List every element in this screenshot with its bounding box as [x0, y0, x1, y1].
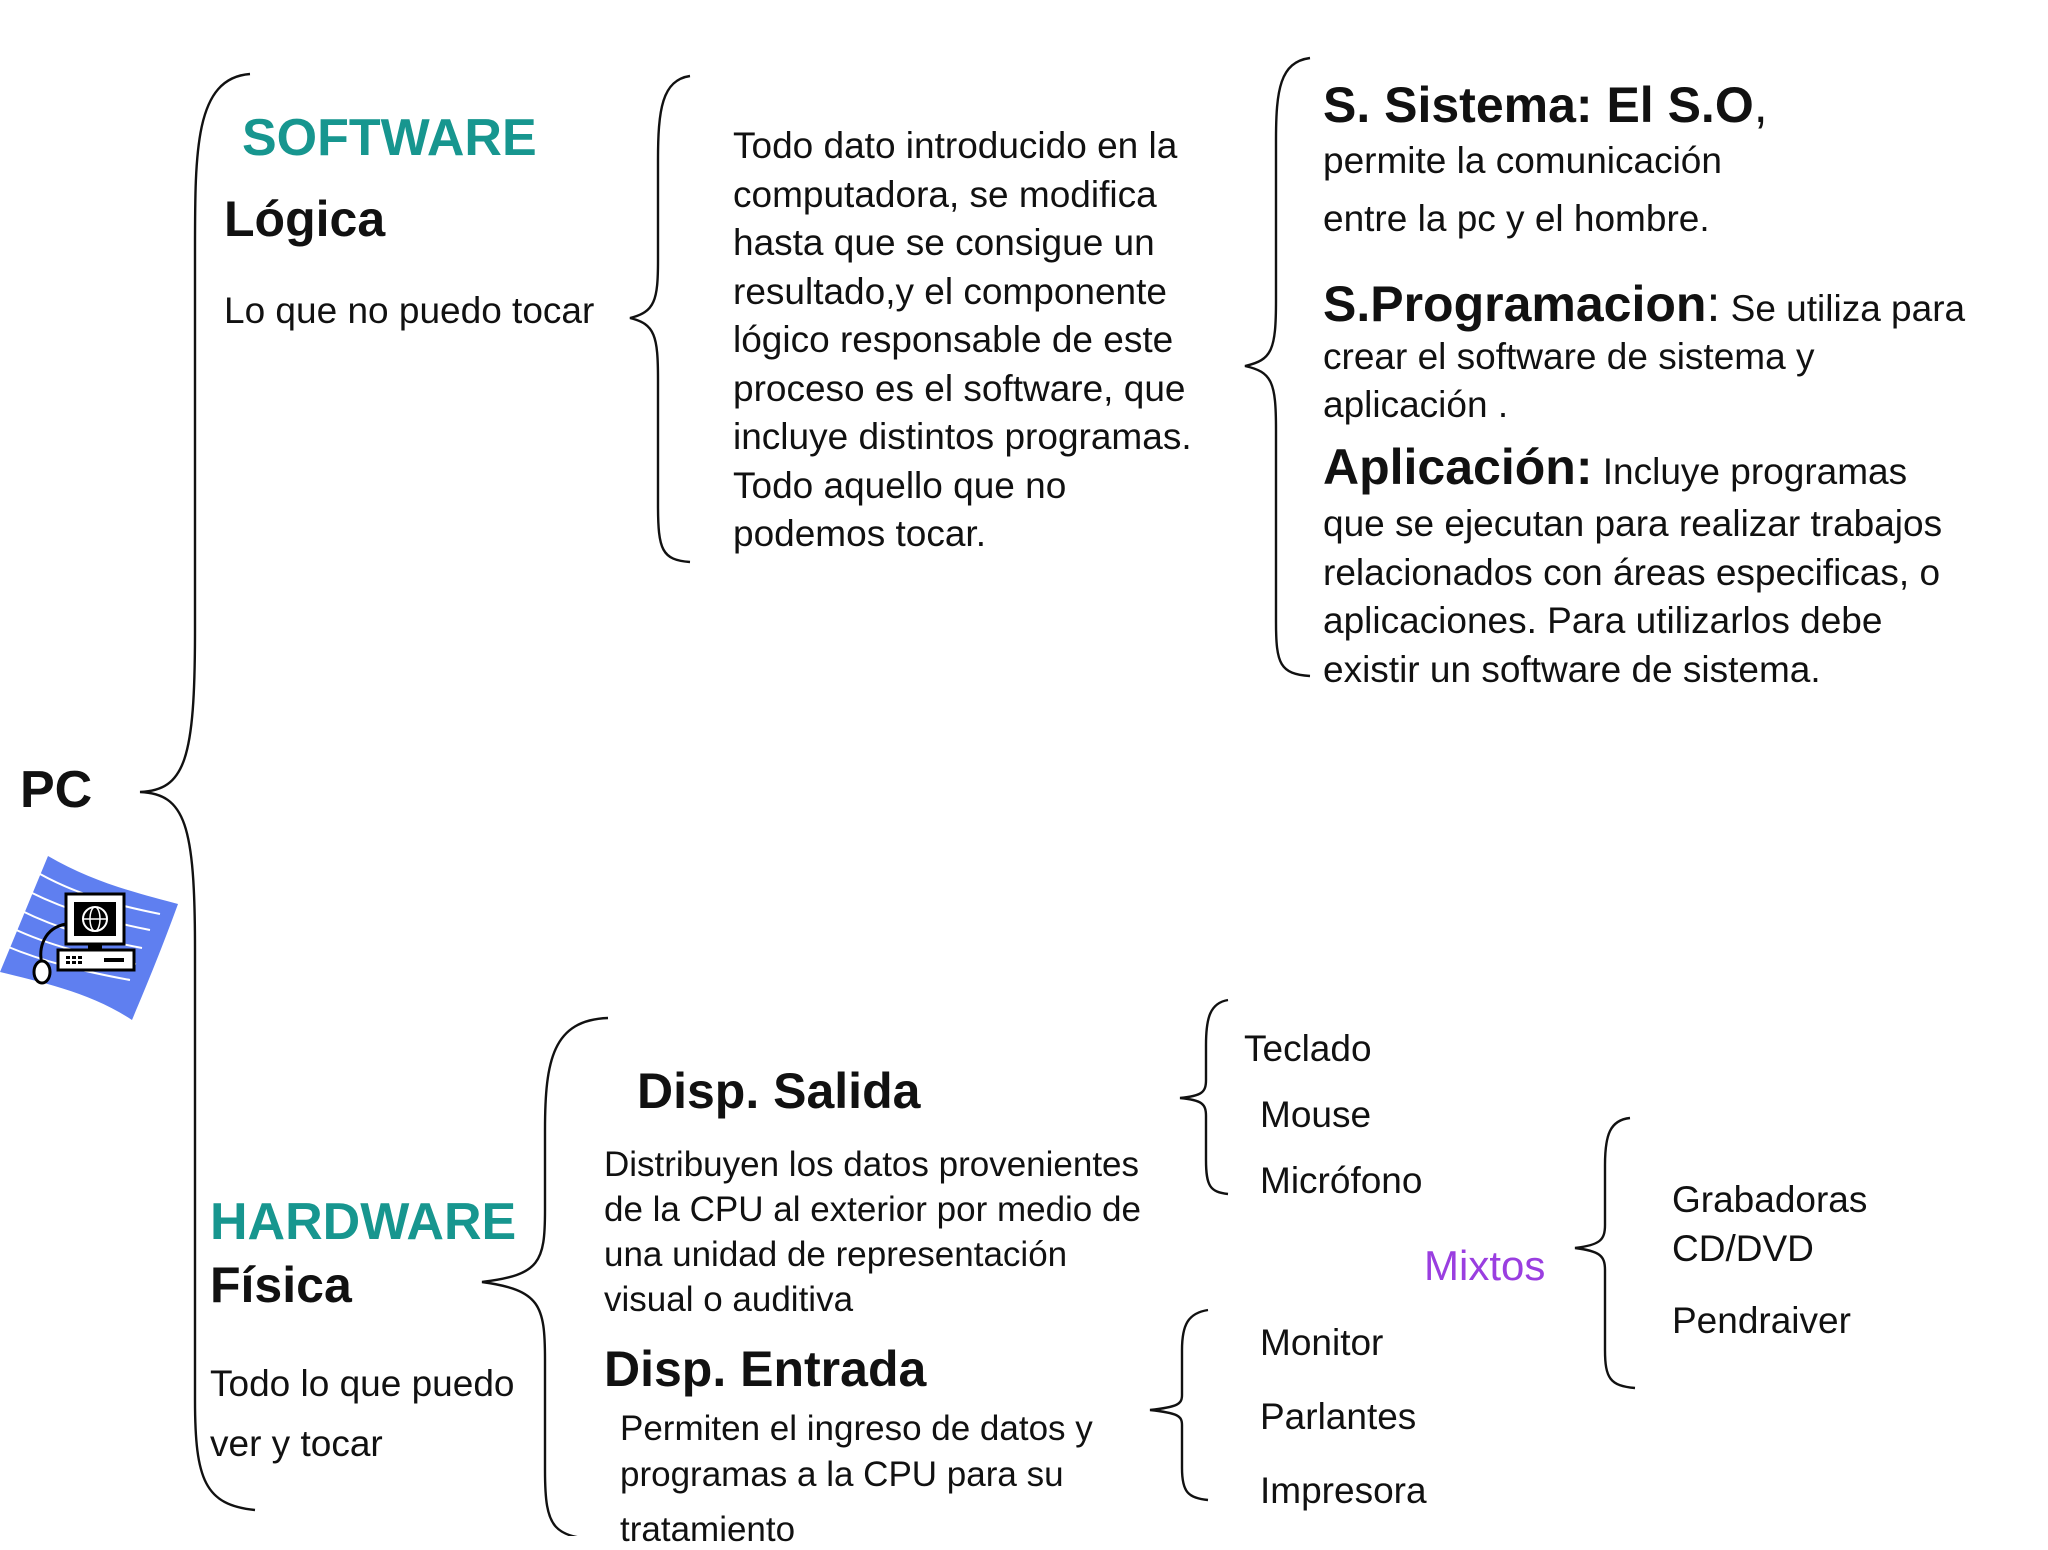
entrada-description-2: tratamiento	[620, 1510, 796, 1549]
hardware-description: Todo lo que puedo ver y tocar	[210, 1363, 515, 1464]
software-title: SOFTWARE	[242, 109, 537, 167]
hardware-title: HARDWARE	[210, 1193, 517, 1251]
mixtos-item-grabadoras: Grabadoras CD/DVD	[1672, 1179, 1868, 1269]
software-detail-text: Todo dato introducido en la computadora, se modifica hasta que se consigue un resultado,y el componente lógico responsable de este proceso es el software, que incluye distintos programas. Todo aquello que no podemos tocar.	[733, 125, 1192, 554]
hardware-subtitle: Física	[210, 1257, 352, 1313]
computer-icon	[0, 852, 182, 1022]
salida-title: Disp. Salida	[637, 1063, 921, 1119]
entrada-title: Disp. Entrada	[604, 1341, 927, 1397]
sistema-title: S. Sistema: El S.O,	[1323, 77, 1768, 133]
mixtos-item-pendraiver: Pendraiver	[1672, 1300, 1851, 1341]
entrada-item: Monitor	[1260, 1322, 1384, 1363]
software-brace	[630, 76, 690, 562]
mixtos-label: Mixtos	[1424, 1242, 1546, 1289]
salida-items-brace	[1180, 1000, 1228, 1194]
mixtos-brace	[1575, 1118, 1635, 1388]
salida-item: Micrófono	[1260, 1160, 1423, 1201]
software-description: Lo que no puedo tocar	[224, 290, 595, 331]
programacion-line-1: crear el software de sistema y	[1323, 336, 1815, 377]
salida-item: Teclado	[1244, 1028, 1372, 1069]
sistema-line-2: entre la pc y el hombre.	[1323, 198, 1710, 239]
sistema-line-1: permite la comunicación	[1323, 140, 1722, 181]
root-label: PC	[20, 761, 93, 819]
entrada-description-1: Permiten el ingreso de datos y programas a la CPU para su	[620, 1409, 1093, 1494]
entrada-item: Impresora	[1260, 1470, 1427, 1511]
salida-description: Distribuyen los datos provenientes de la CPU al exterior por medio de una unidad de representación visual o auditiva	[604, 1145, 1141, 1319]
entrada-item: Parlantes	[1260, 1396, 1417, 1437]
programacion-line-2: aplicación .	[1323, 384, 1509, 425]
entrada-items-brace	[1150, 1310, 1208, 1500]
software-types-brace	[1245, 58, 1310, 676]
aplicacion-title: Aplicación: Incluye programas	[1323, 439, 1908, 495]
aplicacion-lines: que se ejecutan para realizar trabajos relacionados con áreas especificas, o aplicaciones. Para utilizarlos debe existir un software de sistema.	[1323, 503, 1943, 690]
salida-item: Mouse	[1260, 1094, 1372, 1135]
programacion-title: S.Programacion: Se utiliza para	[1323, 276, 1966, 332]
software-subtitle: Lógica	[224, 191, 386, 247]
